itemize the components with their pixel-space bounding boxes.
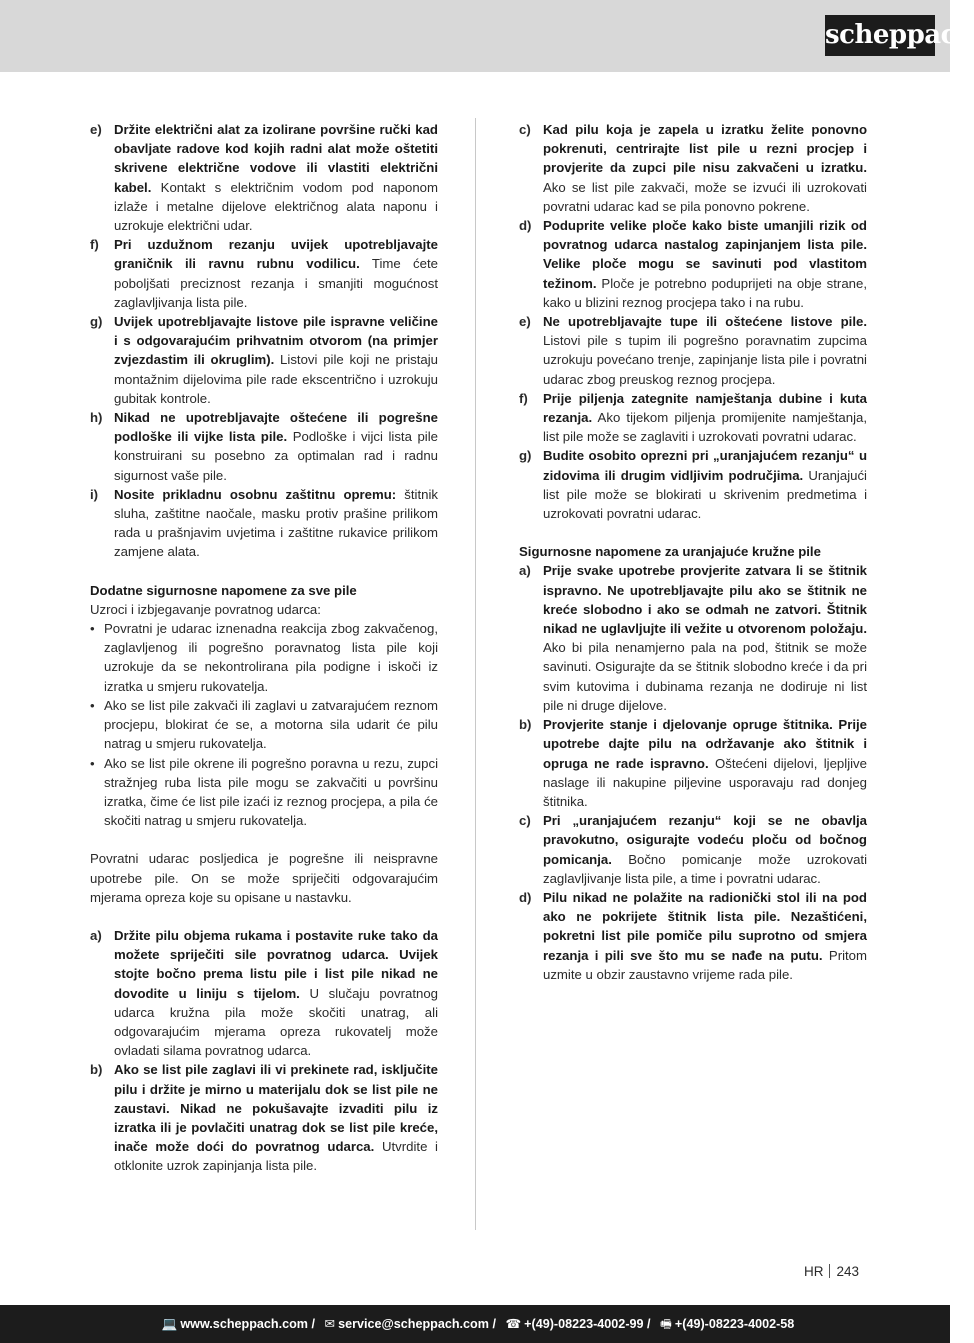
brand-logo: scheppach: [825, 15, 935, 56]
item-text: Uranjajući list pile može se blokirati u skrivenim predmetima i uzrokovati povratni udarac.: [543, 467, 867, 522]
left-list-1: [90, 120, 438, 562]
list-item: [90, 120, 438, 235]
item-bold: Pri uzdužnom rezanju uvijek upotrebljavajte graničnik ili ravnu rubnu vodilicu.: [114, 237, 438, 272]
computer-icon: 💻: [161, 1317, 178, 1331]
list-item: [519, 888, 867, 984]
item-text: Podloške i vijci lista pile konstruirani su posebno za optimalan rad i radnu sigurnost vaše pile.: [114, 429, 438, 483]
section-intro: Uzroci i izbjegavanje povratnog udarca:: [90, 601, 321, 617]
email-icon: ✉: [324, 1317, 336, 1331]
item-bold: Prije svake upotrebe provjerite zatvara li se štitnik ispravno. Ne upotrebljavajte pilu ako se štitnik ne kreće slobodno i ako se odmah ne zatvori. Štitnik nikad ne uglavljujte ili vežite u otvorenom položaju.: [543, 563, 867, 637]
item-letter: d): [519, 889, 532, 905]
bullet-icon: •: [90, 697, 95, 713]
list-item: [90, 408, 438, 485]
list-item: [519, 120, 867, 216]
list-item: [90, 1060, 438, 1175]
list-item: [90, 926, 438, 1060]
item-text: Ako se list pile zakvači, može se izvući ili uzrokovati povratni udarac kad se pila ponovno pokrene.: [543, 179, 867, 214]
item-bold: Ne upotrebljavajte tupe ili oštećene listove pile.: [543, 314, 867, 330]
right-column: [519, 120, 867, 984]
page-lang: HR: [803, 1264, 824, 1279]
page-num: 243: [836, 1264, 859, 1279]
item-text: Ako bi pila nenamjerno pala na pod, štitnik se može savinuti. Osigurajte da se štitnik slobodno kreće i da pri svim kutovima i dubinama rezanja ne dodiruje ni list pile ni druge dijelove.: [543, 640, 867, 713]
right-list-1: [519, 120, 867, 523]
item-text: Utvrdite i otklonite uzrok zapinjanja lista pile.: [114, 1139, 438, 1174]
item-letter: d): [519, 218, 532, 234]
item-text: Listovi pile koji ne pristaju montažnim dijelovima pile rade ekscentrično i uzrokuju gubitak kontrole.: [114, 352, 438, 406]
item-letter: b): [90, 1062, 103, 1078]
list-item: [519, 811, 867, 888]
list-item: [519, 561, 867, 715]
bullet-text: Ako se list pile zakvači ili zaglavi u zatvarajućem reznom procjepu, blokirat će se, a motorna sila udarit će pilu natrag u smjeru rukovatelja.: [104, 697, 438, 752]
item-bold: Prije piljenja zategnite namještanja dubine i kuta rezanja.: [543, 390, 867, 426]
bullet-text: Ako se list pile okrene ili pogrešno poravna u rezu, zupci stražnjeg ruba lista pile mogu se zakvačiti u površinu izratka, čime će list pile izaći iz reznog procjepa, a pila će skočiti natrag u smjeru rukovatelja.: [104, 755, 438, 829]
footer-email[interactable]: service@scheppach.com /: [338, 1317, 496, 1331]
item-bold: Pri „uranjajućem rezanju“ koji se ne obavlja pravokutno, osigurajte vodeću ploču od bočnog pomicanja.: [543, 813, 867, 867]
item-bold: Ako se list pile zaglavi ili vi prekinete rad, isključite pilu i držite je mirno u materijalu dok se list pile ne zaustavi. Nikad ne pokušavajte izvaditi pilu iz izratka ili je povlačiti unatrag dok se list pile kreće, inače može doći do povratnog udarca.: [114, 1062, 438, 1155]
spacer: [90, 562, 438, 581]
item-letter: g): [90, 314, 103, 330]
bullet-icon: •: [90, 621, 95, 637]
left-list-2: [90, 926, 438, 1176]
list-item: [90, 312, 438, 408]
item-letter: e): [90, 122, 102, 137]
list-item: [519, 715, 867, 811]
item-letter: c): [519, 813, 531, 829]
item-text: štitnik sluha, zaštitne naočale, masku protiv prašine prilikom rada u prašnjavim uvjetima i zaštitne rukavice prilikom zamjene alata.: [114, 486, 439, 560]
item-text: U slučaju povratnog udarca kružna pila može skočiti unatrag, ali odgovarajućim mjerama opreza rukovatelj može ovladati silama povratnog udarca.: [114, 985, 438, 1059]
item-bold: Pilu nikad ne polažite na radionički stol ili na pod ako ne pokrijete štitnik lista pile. Nezaštićeni, pokretni list pile pomiče pilu suprotno od smjera rezanja i pili sve što mu se nađe na putu.: [543, 889, 867, 963]
item-letter: a): [519, 563, 531, 579]
section-title: Sigurnosne napomene za uranjajuće kružne pile: [519, 544, 821, 560]
bullet-item: [90, 754, 438, 831]
page-separator: [829, 1264, 830, 1278]
spacer: [519, 523, 867, 542]
list-item: [519, 216, 867, 312]
item-text: Ako tijekom piljenja promijenite namještanja, list pile može se zaglaviti i uzrokovati povratni udarac.: [543, 410, 867, 445]
bullet-list: [90, 619, 438, 830]
left-column: [90, 120, 438, 1176]
bullet-text: Povratni je udarac iznenadna reakcija zbog zakvačenog, zaglavljenog ili pogrešno poravnatog lista pile koji uzrokuje da se nekontrolirana pila podigne i iskoči iz izratka u smjeru rukovatelja.: [104, 621, 438, 694]
phone-icon: ☎: [505, 1317, 522, 1331]
right-list-2: [519, 561, 867, 983]
item-bold: Poduprite velike ploče kako biste umanjili rizik od povratnog udarca nastalog zapinjanjem lista pile. Velike ploče mogu se savinuti pod vlastitom težinom.: [543, 218, 867, 291]
item-letter: h): [90, 410, 103, 426]
item-letter: g): [519, 448, 532, 464]
item-letter: i): [90, 486, 99, 502]
item-bold: Uvijek upotrebljavajte listove pile ispravne veličine i s odgovarajućim prihvatnim otvorom (na primjer zvjezdastim ili okruglim).: [114, 314, 438, 368]
list-item: [90, 485, 438, 562]
footer-web[interactable]: www.scheppach.com /: [180, 1317, 315, 1331]
item-letter: f): [90, 237, 99, 253]
paragraph: Povratni udarac posljedica je pogrešne ili neispravne upotrebe pile. On se može spriječiti odgovarajućim mjerama opreza koje su opisane u nastavku.: [90, 851, 438, 905]
item-bold: Nosite prikladnu osobnu zaštitnu opremu:: [114, 486, 397, 502]
bullet-icon: •: [90, 755, 95, 771]
item-bold: Budite osobito oprezni pri „uranjajućem rezanju“ u zidovima ili drugim vidljivim područjima.: [543, 448, 867, 483]
item-bold: Kad pilu koja je zapela u izratku želite ponovno pokrenuti, centrirajte list pile u rezni procjep i provjerite da zupci pile nisu zakvačeni u izratku.: [543, 122, 867, 176]
bullet-item: [90, 696, 438, 754]
fax-icon: 🖷: [660, 1317, 672, 1331]
header-bar: [0, 0, 974, 72]
item-letter: e): [519, 314, 531, 330]
list-item: [519, 312, 867, 389]
list-item: [519, 389, 867, 447]
footer-bar: [0, 1305, 950, 1343]
list-item: [90, 235, 438, 312]
item-text: Listovi pile s tupim ili pogrešno poravnatim zupcima uzrokuju povećano trenje, zapinjanje lista pile i povratni udarac zbog preuskog reznog procjepa.: [543, 333, 867, 387]
item-text: Kontakt s električnim vodom pod naponom izlaže i metalne dijelove električnog alata naponu i uzrokuje električni udar.: [114, 179, 438, 234]
page-number: [804, 1264, 859, 1279]
bullet-item: [90, 619, 438, 696]
item-letter: c): [519, 122, 531, 137]
item-bold: Držite pilu objema rukama i postavite ruke tako da možete spriječiti sile povratnog udarca. Uvijek stojte bočno prema listu pile i list pile nikad ne dovodite u liniju s tijelom.: [114, 927, 438, 1001]
item-letter: a): [90, 927, 102, 943]
list-item: [519, 446, 867, 523]
item-bold: Nikad ne upotrebljavajte oštećene ili pogrešne podloške ili vijke lista pile.: [114, 410, 438, 445]
item-bold: Držite električni alat za izolirane površine ručki kad obavljate radove kod kojih radni alat može oštetiti skrivene električne vodove ili vlastiti električni kabel.: [114, 122, 438, 195]
column-divider: [475, 118, 476, 1230]
item-text: Oštećeni dijelovi, ljepljive naslage ili nakupine piljevine usporavaju rad donjeg štitnika.: [543, 755, 867, 809]
item-text: Time ćete poboljšati preciznost rezanja i smanjiti mogućnost zaglavljivanja lista pile.: [114, 256, 438, 310]
section-title: Dodatne sigurnosne napomene za sve pile: [90, 582, 357, 598]
item-text: Bočno pomicanje može uzrokovati zaglavljivanje lista pile, a time i povratni udarac.: [543, 851, 867, 886]
item-text: Pritom uzmite u obzir zaustavno vrijeme rada pile.: [543, 947, 868, 982]
spacer: [90, 907, 438, 926]
spacer: [90, 830, 438, 849]
item-bold: Provjerite stanje i djelovanje opruge štitnika. Prije upotrebe dajte pilu na održavanje ako štitnik i opruga ne rade ispravno.: [543, 717, 867, 771]
item-text: Ploče je potrebno poduprijeti na obje strane, kako u blizini reznog procjepa tako i na rubu.: [543, 275, 867, 310]
item-letter: f): [519, 390, 528, 406]
item-letter: b): [519, 717, 532, 733]
footer-phone: +(49)-08223-4002-99 /: [524, 1317, 651, 1331]
footer-fax: +(49)-08223-4002-58: [674, 1317, 795, 1331]
